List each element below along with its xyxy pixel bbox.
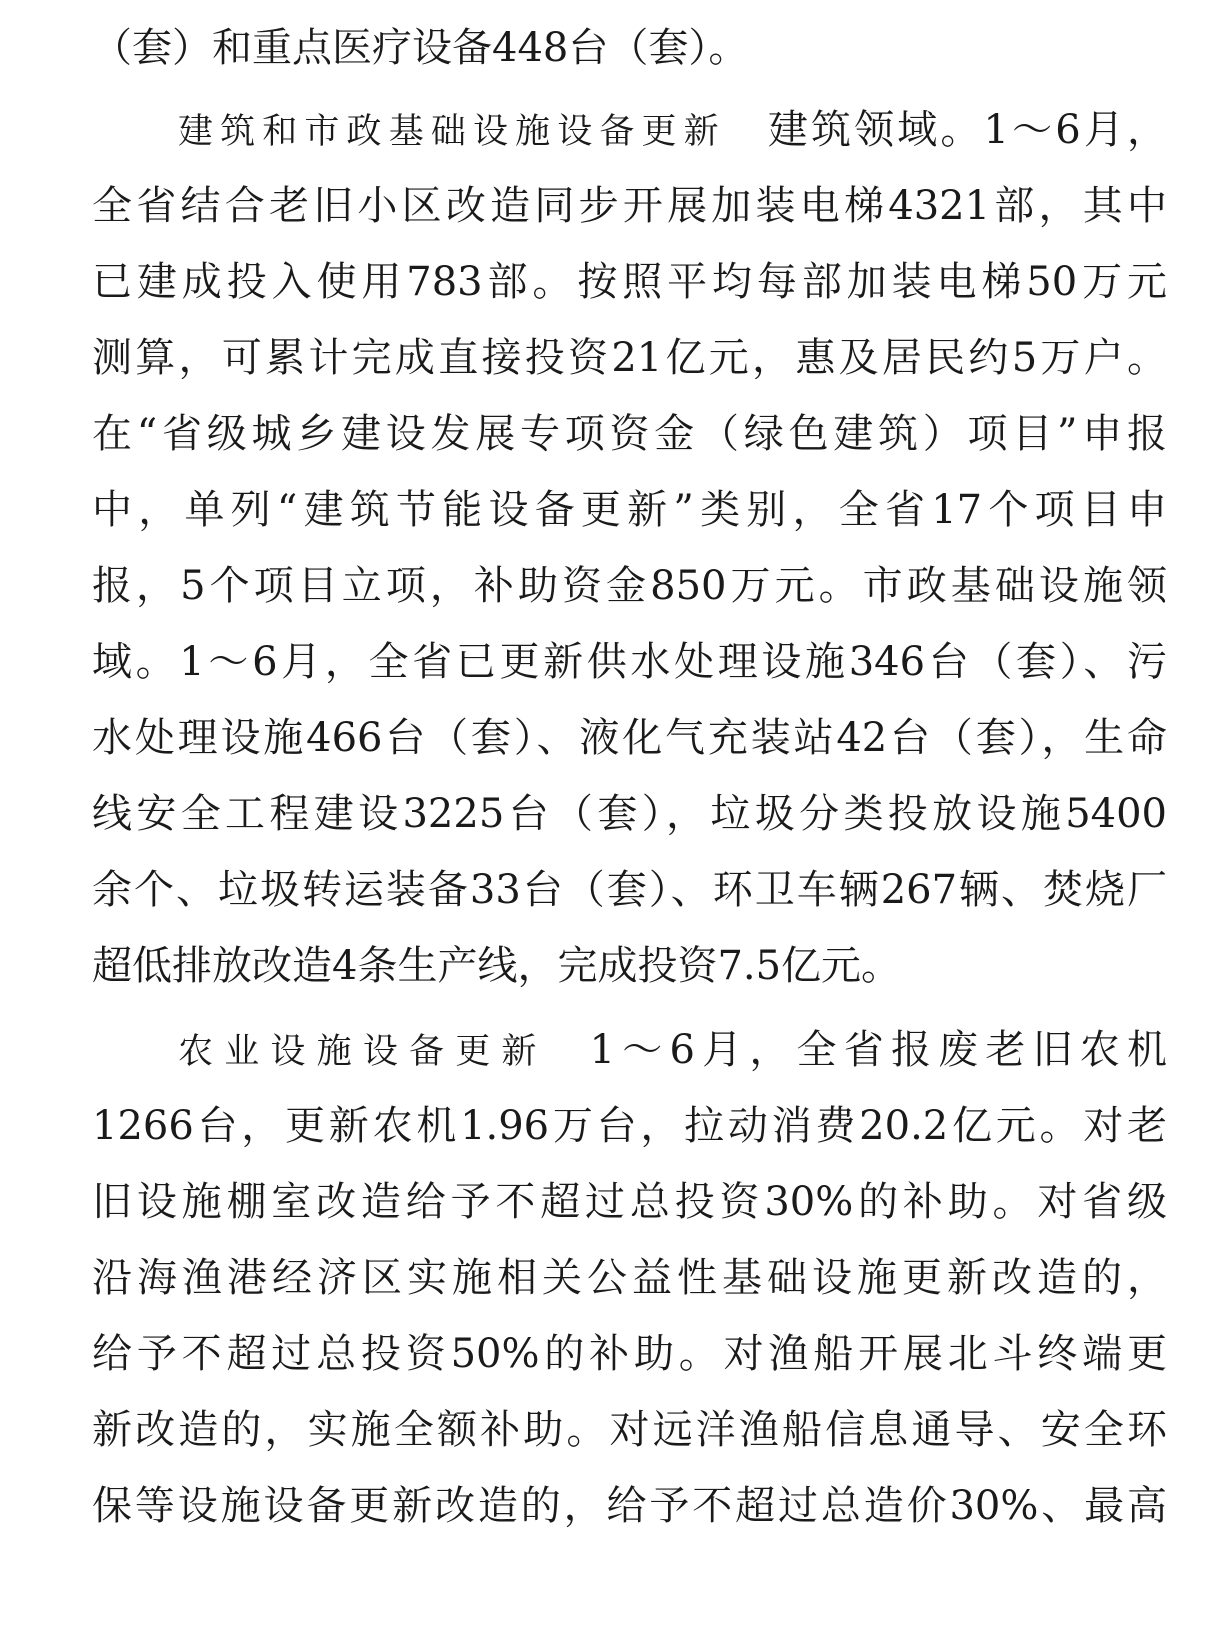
text-run: 建筑领域。1～6月， [767,107,1167,153]
text-line: 已建成投入使用783部。按照平均每部加装电梯50万元 [92,259,1167,305]
text-line: 在“省级城乡建设发展专项资金（绿色建筑）项目”申报 [92,411,1167,457]
text-line: （套）和重点医疗设备448台（套）。 [92,25,749,71]
text-line: 新改造的，实施全额补助。对远洋渔船信息通导、安全环 [92,1407,1167,1453]
text-line: 水处理设施466台（套）、液化气充装站42台（套），生命 [92,715,1167,761]
text-line: 1266台，更新农机1.96万台，拉动消费20.2亿元。对老 [92,1103,1167,1149]
text-line: 中，单列“建筑节能设备更新”类别，全省17个项目申 [92,487,1167,533]
text-line: 余个、垃圾转运装备33台（套）、环卫车辆267辆、焚烧厂 [92,867,1167,913]
paragraph-heading-line [178,100,1167,160]
paragraph-heading-line [178,1020,1167,1080]
text-line: 域。1～6月，全省已更新供水处理设施346台（套）、污 [92,639,1167,685]
text-line: 线安全工程建设3225台（套），垃圾分类投放设施5400 [92,791,1167,837]
section-heading: 农业设施设备更新 [178,1032,548,1072]
text-line: 保等设施设备更新改造的，给予不超过总造价30%、最高 [92,1483,1167,1529]
section-heading: 建筑和市政基础设施设备更新 [178,112,726,152]
text-run: 1～6月，全省报废老旧农机 [589,1027,1167,1073]
text-line: 沿海渔港经济区实施相关公益性基础设施更新改造的， [92,1255,1167,1301]
text-line: 全省结合老旧小区改造同步开展加装电梯4321部，其中 [92,183,1167,229]
text-line: 给予不超过总投资50%的补助。对渔船开展北斗终端更 [92,1331,1167,1377]
text-line: 测算，可累计完成直接投资21亿元，惠及居民约5万户。 [92,335,1167,381]
text-line: 超低排放改造4条生产线，完成投资7.5亿元。 [92,943,902,989]
text-line: 报，5个项目立项，补助资金850万元。市政基础设施领 [92,563,1167,609]
text-line: 旧设施棚室改造给予不超过总投资30%的补助。对省级 [92,1179,1167,1225]
